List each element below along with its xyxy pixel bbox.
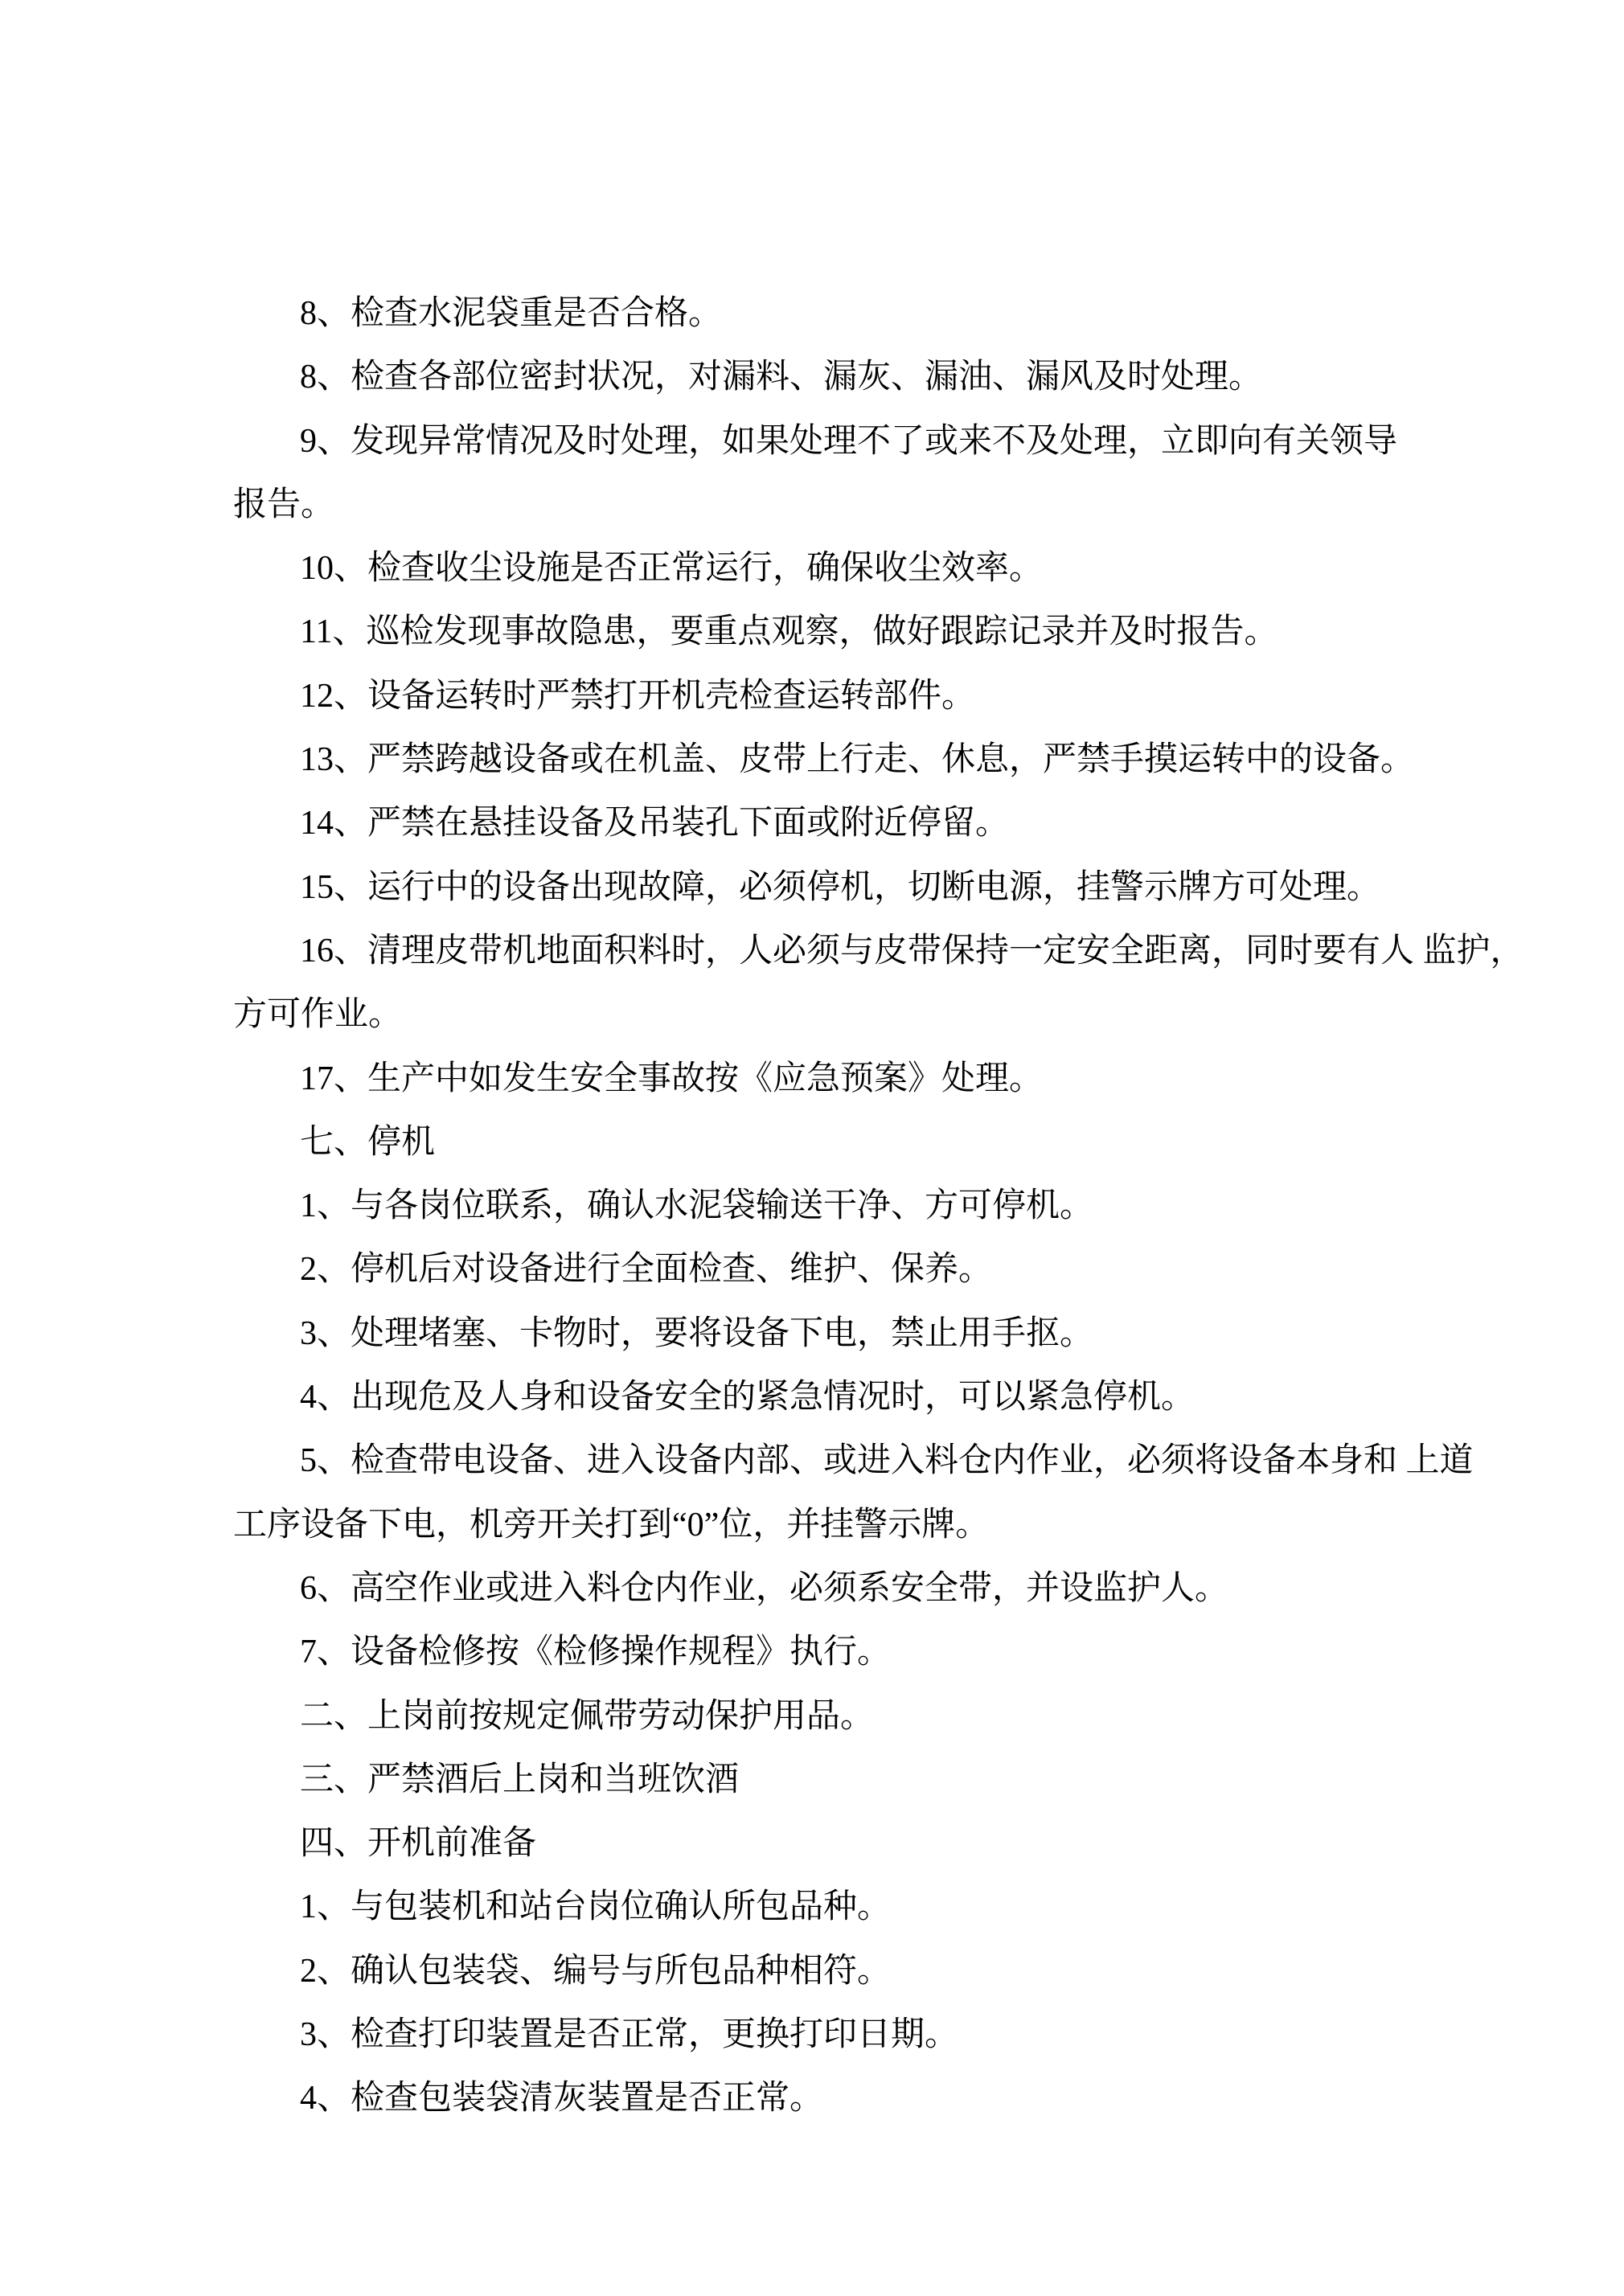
text-line: 7、设备检修按《检修操作规程》执行。	[300, 1634, 892, 1671]
text-block	[0, 282, 1624, 2131]
text-line: 1、与包装机和站台岗位确认所包品种。	[300, 1888, 892, 1926]
text-line: 报告。	[233, 486, 335, 523]
text-line: 四、开机前准备	[300, 1825, 537, 1863]
text-line: 11、巡检发现事故隐患，要重点观察，做好跟踪记录并及时报告。	[300, 613, 1278, 651]
text-line: 9、发现异常情况及时处理，如果处理不了或来不及处理，立即向有关领导	[300, 422, 1398, 460]
text-line: 三、严禁酒后上岗和当班饮酒	[300, 1761, 740, 1798]
text-line: 4、检查包装袋清灰装置是否正常。	[300, 2080, 824, 2118]
text-line: 14、严禁在悬挂设备及吊装孔下面或附近停留。	[300, 805, 1010, 843]
text-line: 七、停机	[300, 1123, 436, 1161]
text-line: 方可作业。	[233, 996, 403, 1034]
text-line: 2、确认包装袋、编号与所包品种相符。	[300, 1952, 892, 1990]
text-line: 15、运行中的设备出现故障，必须停机，切断电源，挂警示牌方可处理。	[300, 868, 1381, 906]
text-line: 5、检查带电设备、进入设备内部、或进入料仓内作业，必须将设备本身和 上道	[300, 1442, 1474, 1480]
text-line: 3、检查打印装置是否正常，更换打印日期。	[300, 2016, 959, 2054]
text-line: 工序设备下电，机旁开关打到“0”位，并挂警示牌。	[233, 1506, 990, 1544]
text-line: 2、停机后对设备进行全面检查、维护、保养。	[300, 1251, 993, 1289]
text-line: 8、检查水泥袋重是否合格。	[300, 295, 723, 332]
text-line: 4、出现危及人身和设备安全的紧急情况时，可以紧急停机。	[300, 1379, 1195, 1417]
text-line: 8、检查各部位密封状况，对漏料、漏灰、漏油、漏风及时处理。	[300, 359, 1263, 396]
text-line: 12、设备运转时严禁打开机壳检查运转部件。	[300, 677, 976, 715]
text-line: 10、检查收尘设施是否正常运行，确保收尘效率。	[300, 550, 1044, 588]
text-line: 1、与各岗位联系，确认水泥袋输送干净、方可停机。	[300, 1187, 1094, 1225]
text-line: 二、上岗前按规定佩带劳动保护用品。	[300, 1697, 875, 1735]
text-line: 17、生产中如发生安全事故按《应急预案》处理。	[300, 1060, 1044, 1097]
text-line: 16、清理皮带机地面积料时，人必须与皮带保持一定安全距离，同时要有人 监护，	[300, 932, 1524, 970]
text-line: 13、严禁跨越设备或在机盖、皮带上行走、休息，严禁手摸运转中的设备。	[300, 741, 1415, 779]
text-line: 6、高空作业或进入料仓内作业，必须系安全带，并设监护人。	[300, 1569, 1229, 1607]
text-line: 3、处理堵塞、卡物时，要将设备下电，禁止用手抠。	[300, 1314, 1094, 1352]
